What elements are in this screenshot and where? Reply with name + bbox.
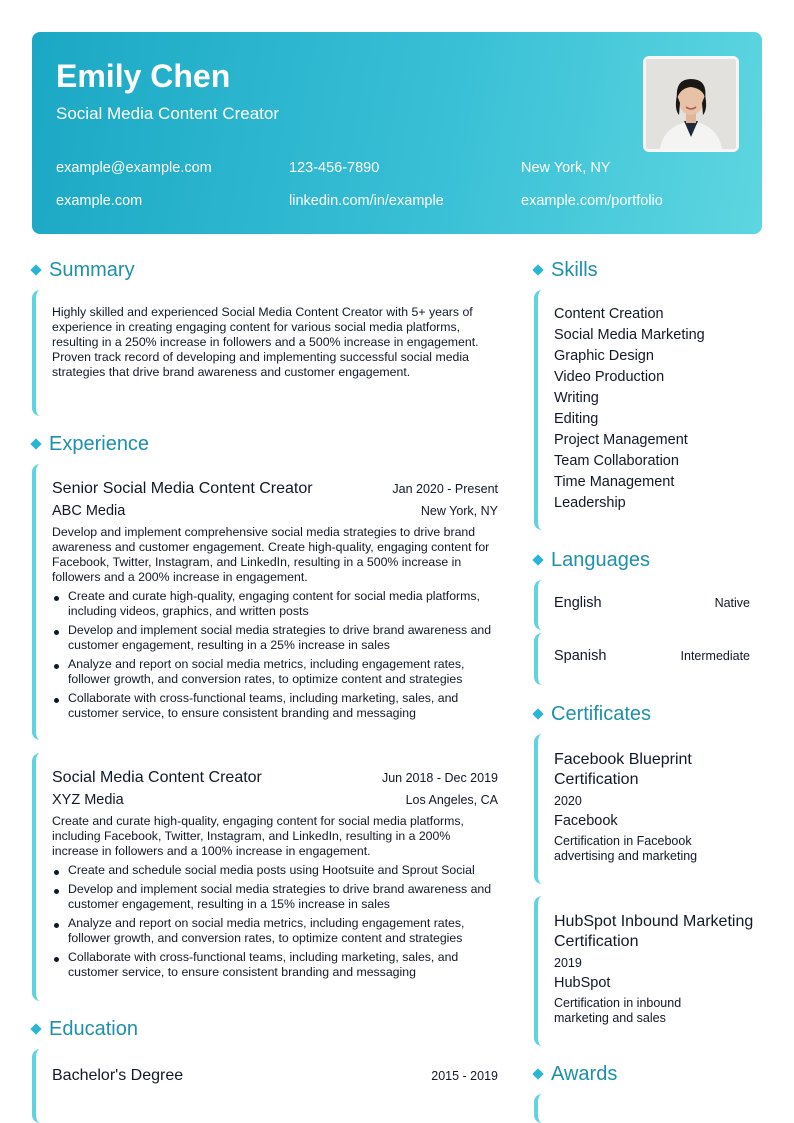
certificate-card	[534, 896, 762, 1046]
profile-photo	[643, 56, 739, 152]
summary-heading	[32, 258, 135, 282]
list-item: Leadership	[554, 495, 626, 511]
job-header	[52, 480, 498, 498]
experience-heading	[32, 432, 149, 456]
list-item: Video Production	[554, 369, 665, 385]
section-title: Summary	[49, 259, 135, 281]
list-item: Collaborate with cross-functional teams, including marketing, sales, and customer service, to ensure consistent branding and messaging	[52, 950, 498, 980]
education-card	[32, 1049, 512, 1123]
list-item: Content Creation	[554, 306, 664, 322]
section-title: Skills	[551, 259, 598, 281]
job-company: XYZ Media	[52, 792, 124, 808]
list-item: Create and schedule social media posts using Hootsuite and Sprout Social	[52, 863, 498, 878]
contact-phone[interactable]: 123-456-7890	[289, 160, 380, 176]
contact-email[interactable]: example@example.com	[56, 160, 212, 176]
diamond-bullet-icon	[532, 1068, 543, 1079]
list-item: Analyze and report on social media metrics, including engagement rates, follower growth, and conversion rates, to optimize content and strategies	[52, 916, 498, 946]
list-item: Analyze and report on social media metrics, including engagement rates, follower growth, and conversion rates, to optimize content and strategies	[52, 657, 498, 687]
job-dates: Jan 2020 - Present	[392, 482, 498, 496]
list-item: Social Media Marketing	[554, 327, 705, 343]
education-dates: 2015 - 2019	[431, 1069, 498, 1083]
diamond-bullet-icon	[532, 708, 543, 719]
language-name: Spanish	[554, 648, 607, 664]
diamond-bullet-icon	[30, 264, 41, 275]
list-item: Develop and implement social media strategies to drive brand awareness and customer engagement, resulting in a 15% increase in sales	[52, 882, 498, 912]
job-role: Senior Social Media Content Creator	[52, 480, 313, 497]
certificate-issuer: HubSpot	[554, 975, 611, 991]
list-item: Editing	[554, 411, 599, 427]
section-title: Languages	[551, 549, 650, 571]
certificates-heading	[534, 702, 651, 726]
job-company: ABC Media	[52, 503, 126, 519]
skills-heading	[534, 258, 598, 282]
diamond-bullet-icon	[30, 1023, 41, 1034]
certificate-issuer: Facebook	[554, 813, 618, 829]
language-row	[554, 595, 750, 611]
section-title: Awards	[551, 1063, 618, 1085]
job-bullets	[52, 863, 498, 984]
list-item: Project Management	[554, 432, 688, 448]
job-location: New York, NY	[420, 504, 498, 518]
diamond-bullet-icon	[532, 264, 543, 275]
candidate-name: Emily Chen	[56, 58, 231, 94]
section-title: Experience	[49, 433, 150, 455]
language-level: Intermediate	[680, 649, 750, 663]
list-item: Team Collaboration	[554, 453, 679, 469]
language-name: English	[554, 595, 602, 611]
language-level: Native	[714, 596, 750, 610]
language-card	[534, 633, 762, 685]
contact-portfolio[interactable]: example.com/portfolio	[521, 193, 663, 209]
language-row	[554, 648, 750, 664]
job-header	[52, 769, 498, 787]
job-description: Develop and implement comprehensive social media strategies to drive brand awareness and customer engagement. Create high-quality, engaging content for Facebook, Twitter, Instagram, and LinkedIn, resulting in a 500% increase in followers and a 200% increase in engagement.	[52, 525, 490, 584]
contact-location: New York, NY	[521, 160, 611, 176]
languages-heading	[534, 548, 650, 572]
skills-list	[554, 304, 705, 514]
list-item: Writing	[554, 390, 599, 406]
job-company-row	[52, 792, 498, 808]
education-row	[52, 1067, 498, 1085]
summary-card	[32, 290, 512, 416]
job-description: Create and curate high-quality, engaging content for social media platforms, including Facebook, Twitter, Instagram, and LinkedIn, resulting in a 200% increase in followers and a 100% increase in engagement.	[52, 814, 464, 858]
certificate-name: Facebook Blueprint Certification	[554, 751, 692, 788]
experience-card	[32, 464, 512, 740]
certificate-card	[534, 734, 762, 884]
job-role: Social Media Content Creator	[52, 769, 262, 786]
diamond-bullet-icon	[30, 438, 41, 449]
education-heading	[32, 1017, 138, 1041]
section-title: Certificates	[551, 703, 652, 725]
list-item: Collaborate with cross-functional teams, including marketing, sales, and customer service, to ensure consistent branding and messaging	[52, 691, 498, 721]
experience-card	[32, 753, 512, 1001]
list-item: Create and curate high-quality, engaging content for social media platforms, including videos, graphics, and written posts	[52, 589, 498, 619]
contact-linkedin[interactable]: linkedin.com/in/example	[289, 193, 444, 209]
header-banner	[32, 32, 762, 234]
certificate-name: HubSpot Inbound Marketing Certification	[554, 913, 754, 950]
certificate-description: Certification in Facebook advertising and marketing	[554, 834, 698, 863]
education-degree: Bachelor's Degree	[52, 1067, 184, 1084]
awards-card	[534, 1094, 762, 1123]
list-item: Graphic Design	[554, 348, 654, 364]
job-location: Los Angeles, CA	[405, 793, 498, 807]
contact-website[interactable]: example.com	[56, 193, 143, 209]
list-item: Develop and implement social media strategies to drive brand awareness and customer engagement, resulting in a 25% increase in sales	[52, 623, 498, 653]
skills-card	[534, 290, 762, 530]
job-bullets	[52, 589, 498, 725]
language-card	[534, 580, 762, 630]
certificate-year: 2020	[554, 794, 582, 808]
certificate-description: Certification in inbound marketing and sales	[554, 996, 682, 1025]
candidate-title: Social Media Content Creator	[56, 104, 280, 123]
job-dates: Jun 2018 - Dec 2019	[381, 771, 498, 785]
certificate-year: 2019	[554, 956, 582, 970]
list-item: Time Management	[554, 474, 675, 490]
job-company-row	[52, 503, 498, 519]
section-title: Education	[49, 1018, 138, 1040]
diamond-bullet-icon	[532, 554, 543, 565]
summary-text: Highly skilled and experienced Social Media Content Creator with 5+ years of experience in creating engaging content for various social media platforms, resulting in a 250% increase in followers and a 500% increase in engagement. Proven track record of developing and implementing successful social media strategies that drive brand awareness and customer engagement.	[52, 305, 479, 379]
awards-heading	[534, 1062, 617, 1086]
